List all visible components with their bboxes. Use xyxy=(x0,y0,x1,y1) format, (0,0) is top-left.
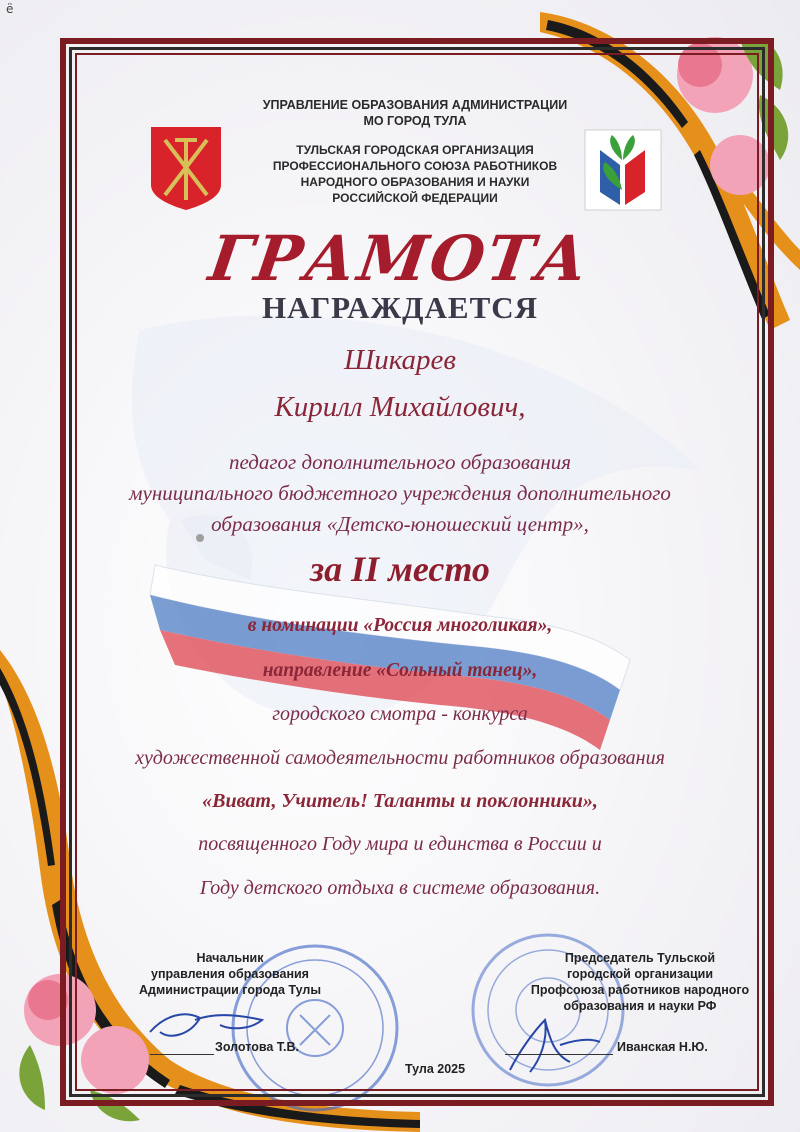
city-year: Тула 2025 xyxy=(404,1062,466,1076)
signatory-name-right: Иванская Н.Ю. xyxy=(617,1040,708,1054)
signatory-title: Администрации города Тулы xyxy=(138,983,322,997)
header-organization xyxy=(215,142,615,206)
nomination-line: в номинации «Россия многоликая», xyxy=(247,615,553,636)
contest-line: посвященного Году мира и единства в России и xyxy=(198,833,602,855)
signatory-title: городской организации xyxy=(566,967,714,981)
contest-line: городского смотра - конкурса xyxy=(272,703,528,725)
header-authority xyxy=(215,97,615,129)
signatory-title: Начальник xyxy=(196,951,264,965)
certificate-title: ГРАМОТА xyxy=(204,222,596,295)
signatory-title: образования и науки РФ xyxy=(563,999,717,1013)
award-place: за II место xyxy=(310,549,490,589)
header-line: НАРОДНОГО ОБРАЗОВАНИЯ И НАУКИ xyxy=(300,175,530,189)
position-line: образования «Детско-юношеский центр», xyxy=(211,512,589,536)
position-line: муниципального бюджетного учреждения дополнительного xyxy=(129,481,671,505)
awarded-heading: НАГРАЖДАЕТСЯ xyxy=(261,290,539,325)
signature-line xyxy=(505,1054,613,1055)
contest-line: Году детского отдыха в системе образования. xyxy=(199,877,601,899)
signatory-title: Председатель Тульской xyxy=(564,951,716,965)
header-line: РОССИЙСКОЙ ФЕДЕРАЦИИ xyxy=(332,191,498,205)
signature-block-right xyxy=(505,950,775,1014)
recipient-name: Кирилл Михайлович, xyxy=(274,391,526,423)
header-line: МО ГОРОД ТУЛА xyxy=(363,114,467,128)
corner-mark: ё xyxy=(6,2,14,16)
header-line: ПРОФЕССИОНАЛЬНОГО СОЮЗА РАБОТНИКОВ xyxy=(272,159,558,173)
contest-name: «Виват, Учитель! Таланты и поклонники», xyxy=(202,790,598,812)
header-line: ТУЛЬСКАЯ ГОРОДСКАЯ ОРГАНИЗАЦИЯ xyxy=(296,143,534,157)
contest-line: художественной самодеятельности работников образования xyxy=(135,747,665,769)
header-line: УПРАВЛЕНИЕ ОБРАЗОВАНИЯ АДМИНИСТРАЦИИ xyxy=(262,98,568,112)
position-line: педагог дополнительного образования xyxy=(228,450,572,474)
signatory-name-left: Золотова Т.В. xyxy=(215,1040,299,1054)
signature-block-left xyxy=(100,950,360,998)
signatory-title: управления образования xyxy=(151,967,309,981)
signature-line xyxy=(150,1054,214,1055)
signatory-title: Профсоюза работников народного xyxy=(530,983,750,997)
nomination-line: направление «Сольный танец», xyxy=(262,660,538,681)
recipient-surname: Шикарев xyxy=(343,344,457,376)
